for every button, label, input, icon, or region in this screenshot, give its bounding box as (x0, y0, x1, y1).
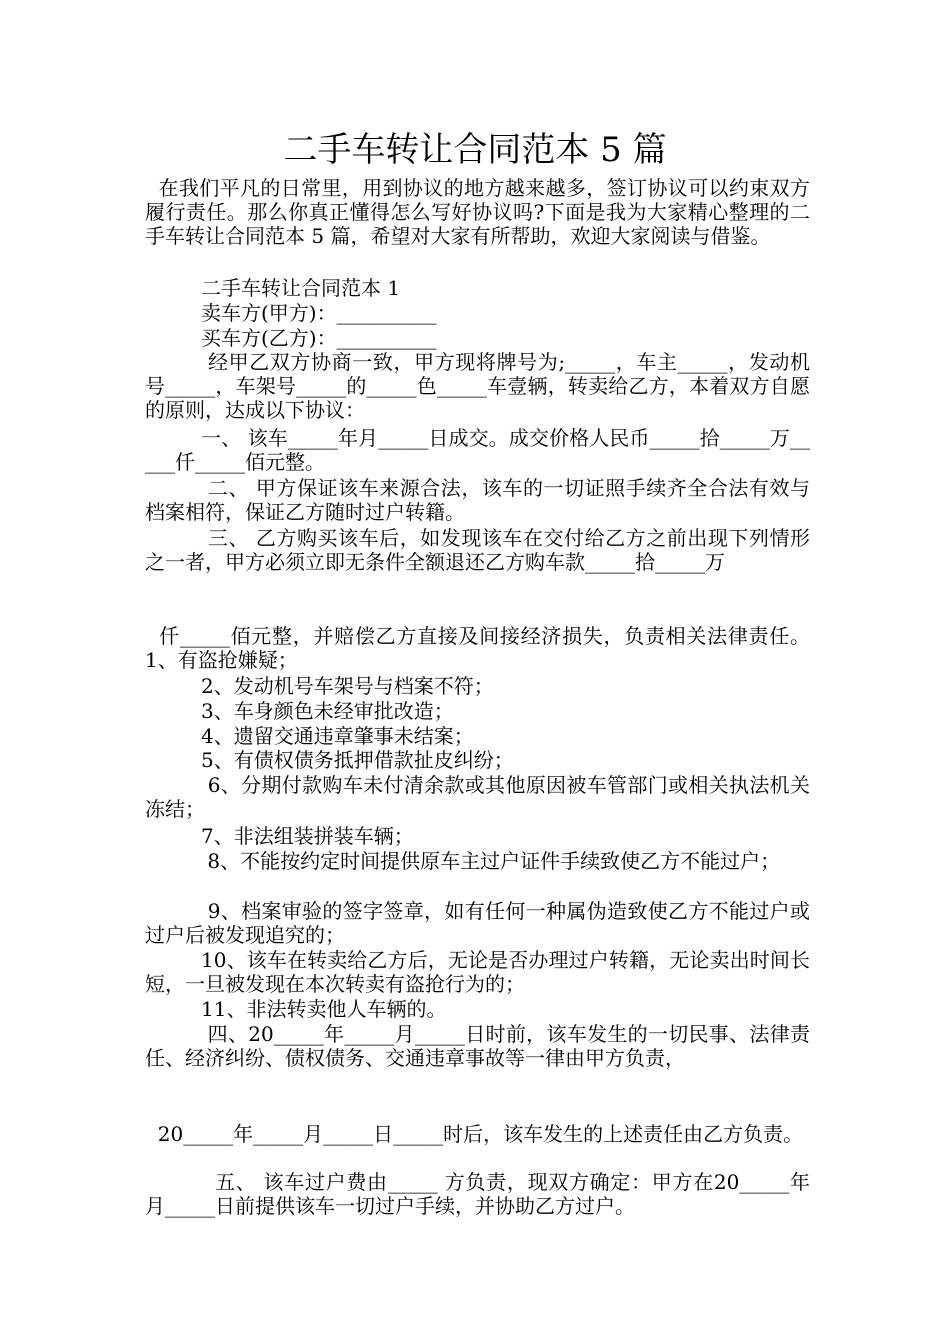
list-item-4: 4、遗留交通违章肇事未结案； (201, 724, 474, 748)
clause-2: 二、 甲方保证该车来源合法，该车的一切证照手续齐全合法有效与档案相符，保证乙方随时过户转籍。 (145, 476, 811, 524)
document-title: 二手车转让合同范本 5 篇 (283, 130, 667, 170)
clause-3-continued: 仟_____佰元整，并赔偿乙方直接及间接经济损失，负责相关法律责任。1、有盗抢嫌疑； (145, 624, 810, 672)
list-item-9: 9、档案审验的签字签章，如有任何一种属伪造致使乙方不能过户或过户后被发现追究的； (145, 899, 811, 947)
list-item-3: 3、车身颜色未经审批改造； (201, 699, 454, 723)
list-item-5: 5、有债权债务抵押借款扯皮纠纷； (201, 748, 514, 772)
list-item-11: 11、非法转卖他人车辆的。 (201, 997, 447, 1021)
list-item-6: 6、分期付款购车未付清余款或其他原因被车管部门或相关执法机关冻结； (145, 773, 811, 821)
clause-4: 四、20_____年_____月_____日时前，该车发生的一切民事、法律责任、经济纠纷、债权债务、交通违章事故等一律由甲方负责， (145, 1022, 811, 1070)
clause-5: 五、 该车过户费由_____ 方负责，现双方确定：甲方在20_____年 月_____日前提供该车一切过户手续，并协助乙方过户。 (145, 1170, 817, 1218)
seller-line: 卖车方(甲方)：__________ (201, 301, 437, 325)
agreement-paragraph: 经甲乙双方协商一致，甲方现将牌号为;_____，车主_____，发动机号_____，车架号_____的_____色_____车壹辆，转卖给乙方，本着双方自愿的原则，达成以下协议： (145, 350, 810, 422)
list-item-10: 10、该车在转卖给乙方后，无论是否办理过户转籍，无论卖出时间长短，一旦被发现在本次转卖有盗抢行为的； (145, 948, 810, 996)
clause-3: 三、 乙方购买该车后，如发现该车在交付给乙方之前出现下列情形之一者，甲方必须立即无条件全额退还乙方购车款_____拾_____万 (145, 526, 811, 574)
list-item-7: 7、非法组装拼装车辆； (201, 824, 414, 848)
clause-4-continued: 20_____年_____月_____日_____时后，该车发生的上述责任由乙方负责。 (145, 1122, 804, 1146)
buyer-line: 买车方(乙方)：__________ (201, 326, 437, 350)
list-item-8: 8、不能按约定时间提供原车主过户证件手续致使乙方不能过户； (201, 849, 781, 873)
clause-1: 一、 该车_____年月_____日成交。成交价格人民币_____拾_____万_____仟_____佰元整。 (145, 426, 810, 474)
list-item-2: 2、发动机号车架号与档案不符； (201, 674, 494, 698)
intro-paragraph: 在我们平凡的日常里，用到协议的地方越来越多，签订协议可以约束双方履行责任。那么你真正懂得怎么写好协议吗?下面是我为大家精心整理的二手车转让合同范本 5 篇，希望对大家有所帮助，欢迎大家阅读与借鉴。 (145, 176, 811, 248)
section-heading-1: 二手车转让合同范本 1 (201, 276, 401, 300)
